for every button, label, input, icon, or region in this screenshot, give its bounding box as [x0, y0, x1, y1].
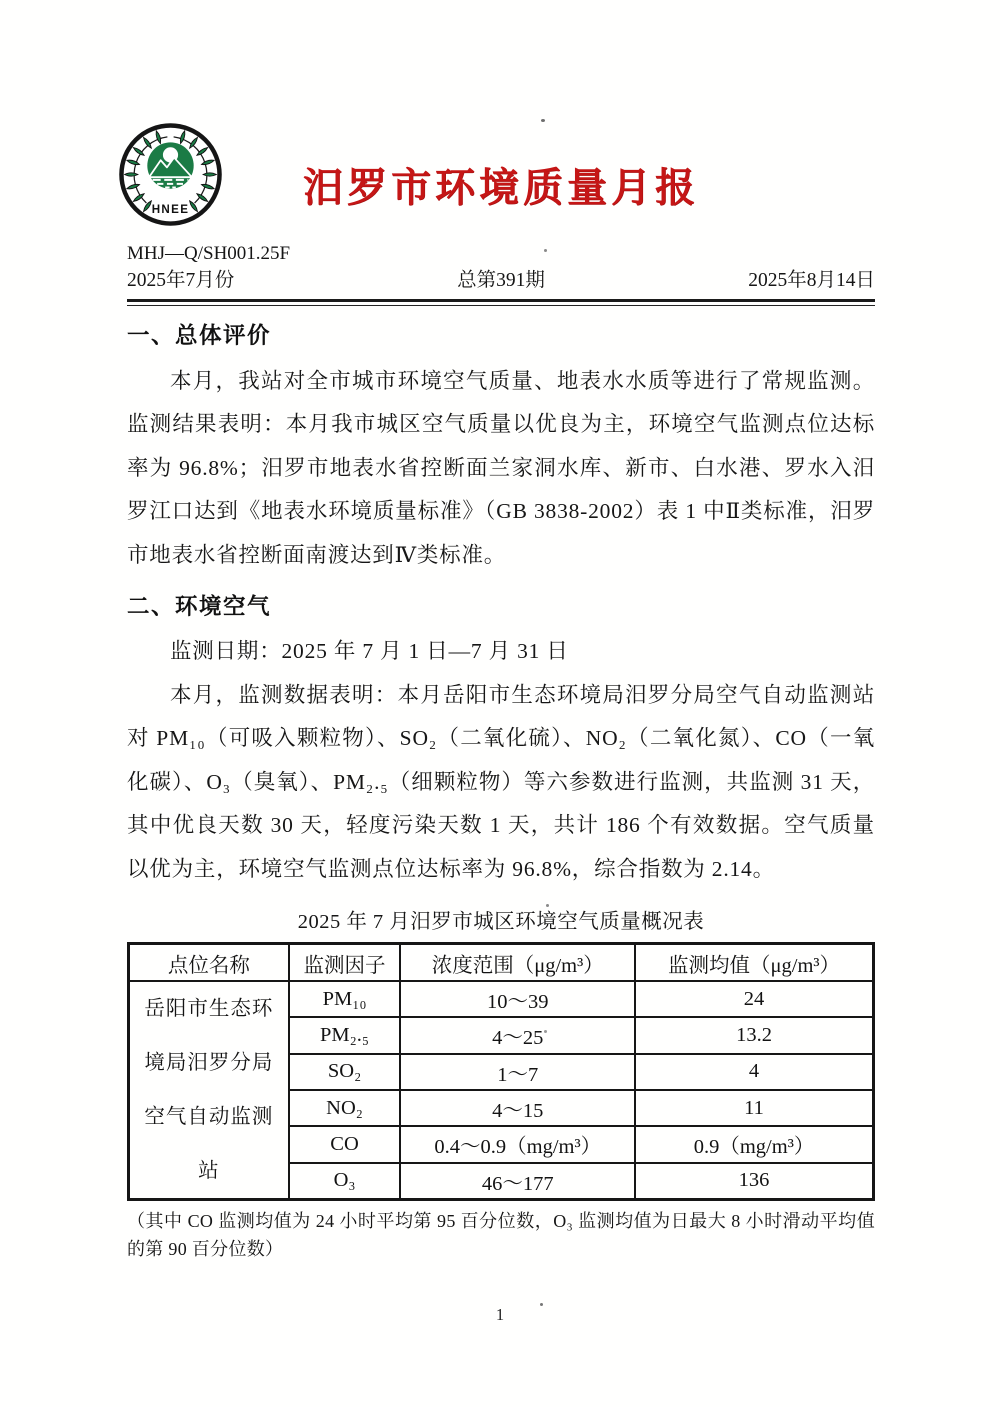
- document-code: MHJ—Q/SH001.25F: [127, 243, 291, 264]
- average-cell: 11: [635, 1090, 873, 1126]
- section-heading-ambient-air: 二、环境空气: [127, 594, 272, 619]
- range-cell: 1～7: [400, 1054, 635, 1090]
- factor-cell: SO₂: [289, 1054, 401, 1090]
- average-cell: 4: [635, 1054, 873, 1090]
- air-quality-table-title: 2025 年 7 月汨罗市城区环境空气质量概况表: [297, 911, 705, 933]
- scan-artifact-dot: [540, 1303, 543, 1306]
- col-header-concentration-range: 浓度范围（μg/m³）: [400, 944, 635, 982]
- factor-cell: O₃: [289, 1163, 401, 1200]
- issue-month: 2025年7月份: [127, 270, 235, 291]
- report-body: [0, 321, 1000, 1264]
- table-row: [129, 981, 874, 1017]
- average-cell: 13.2: [635, 1017, 873, 1053]
- page-number: 1: [495, 1305, 505, 1324]
- col-header-monitoring-average: 监测均值（μg/m³）: [635, 944, 873, 982]
- issue-meta-row: [127, 269, 875, 293]
- issue-number: 总第391期: [457, 270, 545, 291]
- range-cell: 0.4～0.9（mg/m³）: [400, 1126, 635, 1162]
- header-divider: [127, 299, 875, 306]
- scan-artifact-dot: [541, 119, 545, 122]
- monitoring-date-line: 监测日期：2025 年 7 月 1 日—7 月 31 日: [170, 639, 569, 663]
- average-cell: 24: [635, 981, 873, 1017]
- range-cell: 10～39: [400, 981, 635, 1017]
- logo-text: HNEE: [151, 203, 190, 216]
- average-cell: 0.9（mg/m³）: [635, 1126, 873, 1162]
- factor-cell: PM₂.₅: [289, 1017, 401, 1053]
- factor-cell: CO: [289, 1126, 401, 1162]
- scan-artifact-dot: [544, 249, 547, 252]
- col-header-factor: 监测因子: [289, 944, 401, 982]
- factor-cell: PM₁₀: [289, 981, 401, 1017]
- hnee-environment-logo: [117, 121, 224, 228]
- overall-evaluation-paragraph: 本月，我站对全市城市环境空气质量、地表水水质等进行了常规监测。监测结果表明：本月我市城区空气质量以优良为主，环境空气监测点位达标率为 96.8%；汨罗市地表水省控断面兰家洞水库、新市、白水港、罗水入汨罗江口达到《地表水环境质量标准》（GB 3838-2002）表 1 中Ⅱ类标准，汨罗市地表水省控断面南渡达到Ⅳ类标准。: [127, 368, 875, 567]
- table-header-row: [129, 944, 874, 982]
- scan-artifact-dot: [546, 904, 549, 907]
- average-cell: 136: [635, 1163, 873, 1200]
- scan-artifact-dot: [544, 1030, 547, 1033]
- air-quality-table: [127, 942, 875, 1201]
- factor-cell: NO₂: [289, 1090, 401, 1126]
- section-heading-overall-evaluation: 一、总体评价: [127, 322, 272, 348]
- ambient-air-paragraph: 本月，监测数据表明：本月岳阳市生态环境局汨罗分局空气自动监测站对 PM₁₀（可吸入颗粒物）、SO₂（二氧化硫）、NO₂（二氧化氮）、CO（一氧化碳）、O₃（臭氧）、PM₂.₅（细颗粒物）等六参数进行监测，共监测 31 天，其中优良天数 30 天，轻度污染天数 1 天，共计 186 个有效数据。空气质量以优为主，环境空气监测点位达标率为 96.8%，综合指数为 2.14。: [127, 682, 875, 881]
- col-header-site-name: 点位名称: [129, 944, 289, 982]
- issue-date: 2025年8月14日: [748, 270, 875, 291]
- site-name-cell: 岳阳市生态环境局汨罗分局空气自动监测站: [129, 981, 289, 1200]
- range-cell: 46～177: [400, 1163, 635, 1200]
- range-cell: 4～15: [400, 1090, 635, 1126]
- table-footnote: （其中 CO 监测均值为 24 小时平均第 95 百分位数，O₃ 监测均值为日最大 8 小时滑动平均值的第 90 百分位数）: [127, 1211, 875, 1259]
- range-cell: 4～25: [400, 1017, 635, 1053]
- page-title: 汨罗市环境质量月报: [303, 165, 699, 210]
